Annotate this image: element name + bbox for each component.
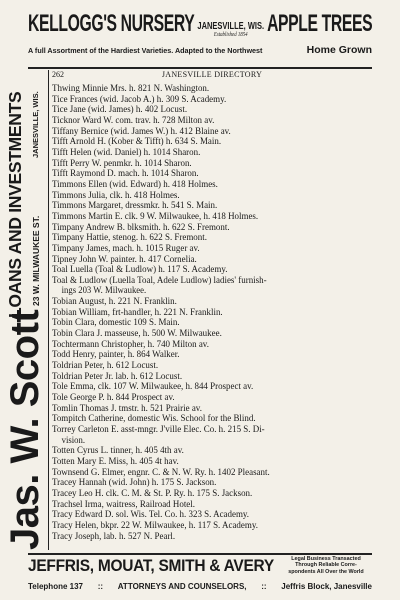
advertiser-address: 23 W. MILWAUKEE ST. (31, 215, 41, 306)
side-advertisement (4, 70, 46, 550)
directory-entry: Tracy Helen, bkpr. 22 W. Milwaukee, h. 117 S. Academy. (52, 519, 258, 530)
directory-entry: Tochtermann Christopher, h. 740 Milton av. (52, 338, 209, 349)
nursery-city: JANESVILLE, WIS. (197, 20, 265, 32)
directory-entry: Toal & Ludlow (Luella Toal, Adele Ludlow) ladies' furnish- (52, 274, 267, 285)
directory-entry: Toldrian Peter, h. 612 Locust. (52, 360, 159, 371)
directory-entry: Tiffany Bernice (wid. James W.) h. 412 Blaine av. (52, 125, 231, 136)
top-rule (28, 67, 372, 69)
running-head (52, 70, 372, 82)
nursery-location (197, 22, 264, 39)
directory-entry: Trachsel Irma, waitress, Railroad Hotel. (52, 498, 196, 509)
directory-entry: Tobian William, frt-handler, h. 221 N. Franklin. (52, 306, 223, 317)
directory-entry: Totten Mary E. Miss, h. 405 4t hav. (52, 455, 179, 466)
nursery-product: APPLE TREES (267, 10, 373, 37)
directory-entry: Torrey Carleton E. asst-mngr. J'ville Elec. Co. h. 215 S. Di- (52, 424, 265, 434)
directory-entry: Todd Henry, painter, h. 864 Walker. (52, 349, 180, 360)
directory-entry: Timpany Andrew B. blksmith. h. 622 S. Fremont. (52, 221, 230, 232)
bottom-advertisement (28, 556, 372, 596)
nursery-name: KELLOGG'S NURSERY (28, 10, 195, 37)
note-line: spondents All Over the World (288, 568, 364, 575)
law-firm-note (280, 556, 372, 575)
directory-entry: Tompitch Catherine, domestic Wis. School for the Blind. (52, 413, 256, 424)
directory-entry: Tifft Raymond D. mach. h. 1014 Sharon. (52, 168, 199, 179)
law-firm-contact (28, 582, 372, 591)
side-rule (48, 70, 49, 550)
advertiser-name: Jas. W. Scott (3, 309, 47, 550)
directory-entry: Tifft Arnold H. (Kober & Tifft) h. 634 S. Main. (52, 136, 222, 147)
directory-listing (52, 83, 380, 541)
separator: :: (261, 582, 267, 591)
advertiser-business: LOANS AND INVESTMENTS (5, 91, 25, 318)
top-ad-headline (28, 10, 373, 38)
note-line: Legal Business Transacted (291, 556, 361, 562)
directory-entry-continuation: ings 203 W. Milwaukee. (61, 285, 147, 296)
directory-entry-continuation: vision. (61, 434, 86, 445)
page-number: 262 (52, 70, 64, 79)
top-ad-subline (28, 44, 372, 56)
directory-entry: Toldrian Peter Jr. lab. h. 612 Locust. (52, 370, 183, 381)
nursery-tagline: A full Assortment of the Hardiest Varieties. Adapted to the Northwest (28, 46, 263, 55)
directory-entry: Toal Luella (Toal & Ludlow) h. 117 S. Academy. (52, 264, 228, 275)
bottom-rule (28, 553, 372, 555)
directory-entry: Timpany Hattie, stenog. h. 622 S. Fremont. (52, 232, 207, 243)
directory-entry: Tice Jane (wid. James) h. 402 Locust. (52, 104, 188, 115)
directory-entry: Totten Cyrus L. tinner, h. 405 4th av. (52, 445, 184, 456)
directory-entry: Tipney John W. painter. h. 417 Cornelia. (52, 253, 197, 264)
directory-entry: Tracy Edward D. sol. Wis. Tel. Co. h. 323 S. Academy. (52, 509, 250, 520)
directory-entry: Tracey Leo H. clk. C. M. & St. P. Ry. h. 175 S. Jackson. (52, 487, 253, 498)
law-firm-name: JEFFRIS, MOUAT, SMITH & AVERY (28, 556, 274, 575)
nursery-established: Established 1854 (213, 30, 248, 38)
directory-entry: Timpany James, mach. h. 1015 Ruger av. (52, 242, 200, 253)
directory-entry: Townsend G. Elmer, engnr. C. & N. W. Ry. h. 1402 Pleasant. (52, 466, 270, 477)
separator: :: (97, 582, 104, 591)
directory-entry: Thwing Minnie Mrs. h. 821 N. Washington. (52, 83, 210, 93)
directory-entry: Timmons Martin E. clk. 9 W. Milwaukee, h. 418 Holmes. (52, 210, 259, 221)
law-firm-office: Jeffris Block, Janesville (281, 582, 372, 591)
directory-entry: Timmons Margaret, dressmkr. h. 541 S. Main. (52, 200, 218, 211)
directory-entry: Tobian August, h. 221 N. Franklin. (52, 296, 177, 307)
home-grown-label: Home Grown (306, 44, 372, 56)
directory-entry: Tifft Helen (wid. Daniel) h. 1014 Sharon. (52, 146, 201, 157)
law-firm-profession: ATTORNEYS AND COUNSELORS, (117, 582, 247, 591)
directory-entry: Timmons Ellen (wid. Edward) h. 418 Holmes. (52, 178, 218, 189)
directory-entry: Tole Emma, clk. 107 W. Milwaukee, h. 844 Prospect av. (52, 381, 254, 392)
directory-title: JANESVILLE DIRECTORY (161, 70, 263, 79)
directory-entry: Tole George P. h. 844 Prospect av. (52, 392, 175, 403)
telephone-number: Telephone 137 (28, 582, 83, 591)
top-advertisement (28, 10, 373, 66)
directory-entry: Tice Frances (wid. Jacob A.) h. 309 S. Academy. (52, 93, 227, 104)
advertiser-city: JANESVILLE, WIS. (31, 91, 40, 158)
directory-entry: Tomlin Thomas J. tmstr. h. 521 Prairie av. (52, 402, 202, 413)
directory-entry: Tracy Joseph, lab. h. 527 N. Pearl. (52, 530, 176, 541)
directory-entry: Tobin Clara J. masseuse, h. 500 W. Milwaukee. (52, 328, 222, 339)
directory-entry: Ticknor Ward W. com. trav. h. 728 Milton av. (52, 114, 215, 125)
note-line: Through Reliable Corre- (295, 562, 357, 569)
directory-entry: Tifft Perry W. penmkr. h. 1014 Sharon. (52, 157, 192, 168)
directory-entry: Tracey Hannah (wid. John) h. 175 S. Jackson. (52, 477, 217, 488)
side-ad-text (4, 70, 46, 550)
directory-entry: Tobin Clara, domestic 109 S. Main. (52, 317, 180, 328)
directory-entry: Timmons Julia, clk. h. 418 Holmes. (52, 189, 180, 200)
